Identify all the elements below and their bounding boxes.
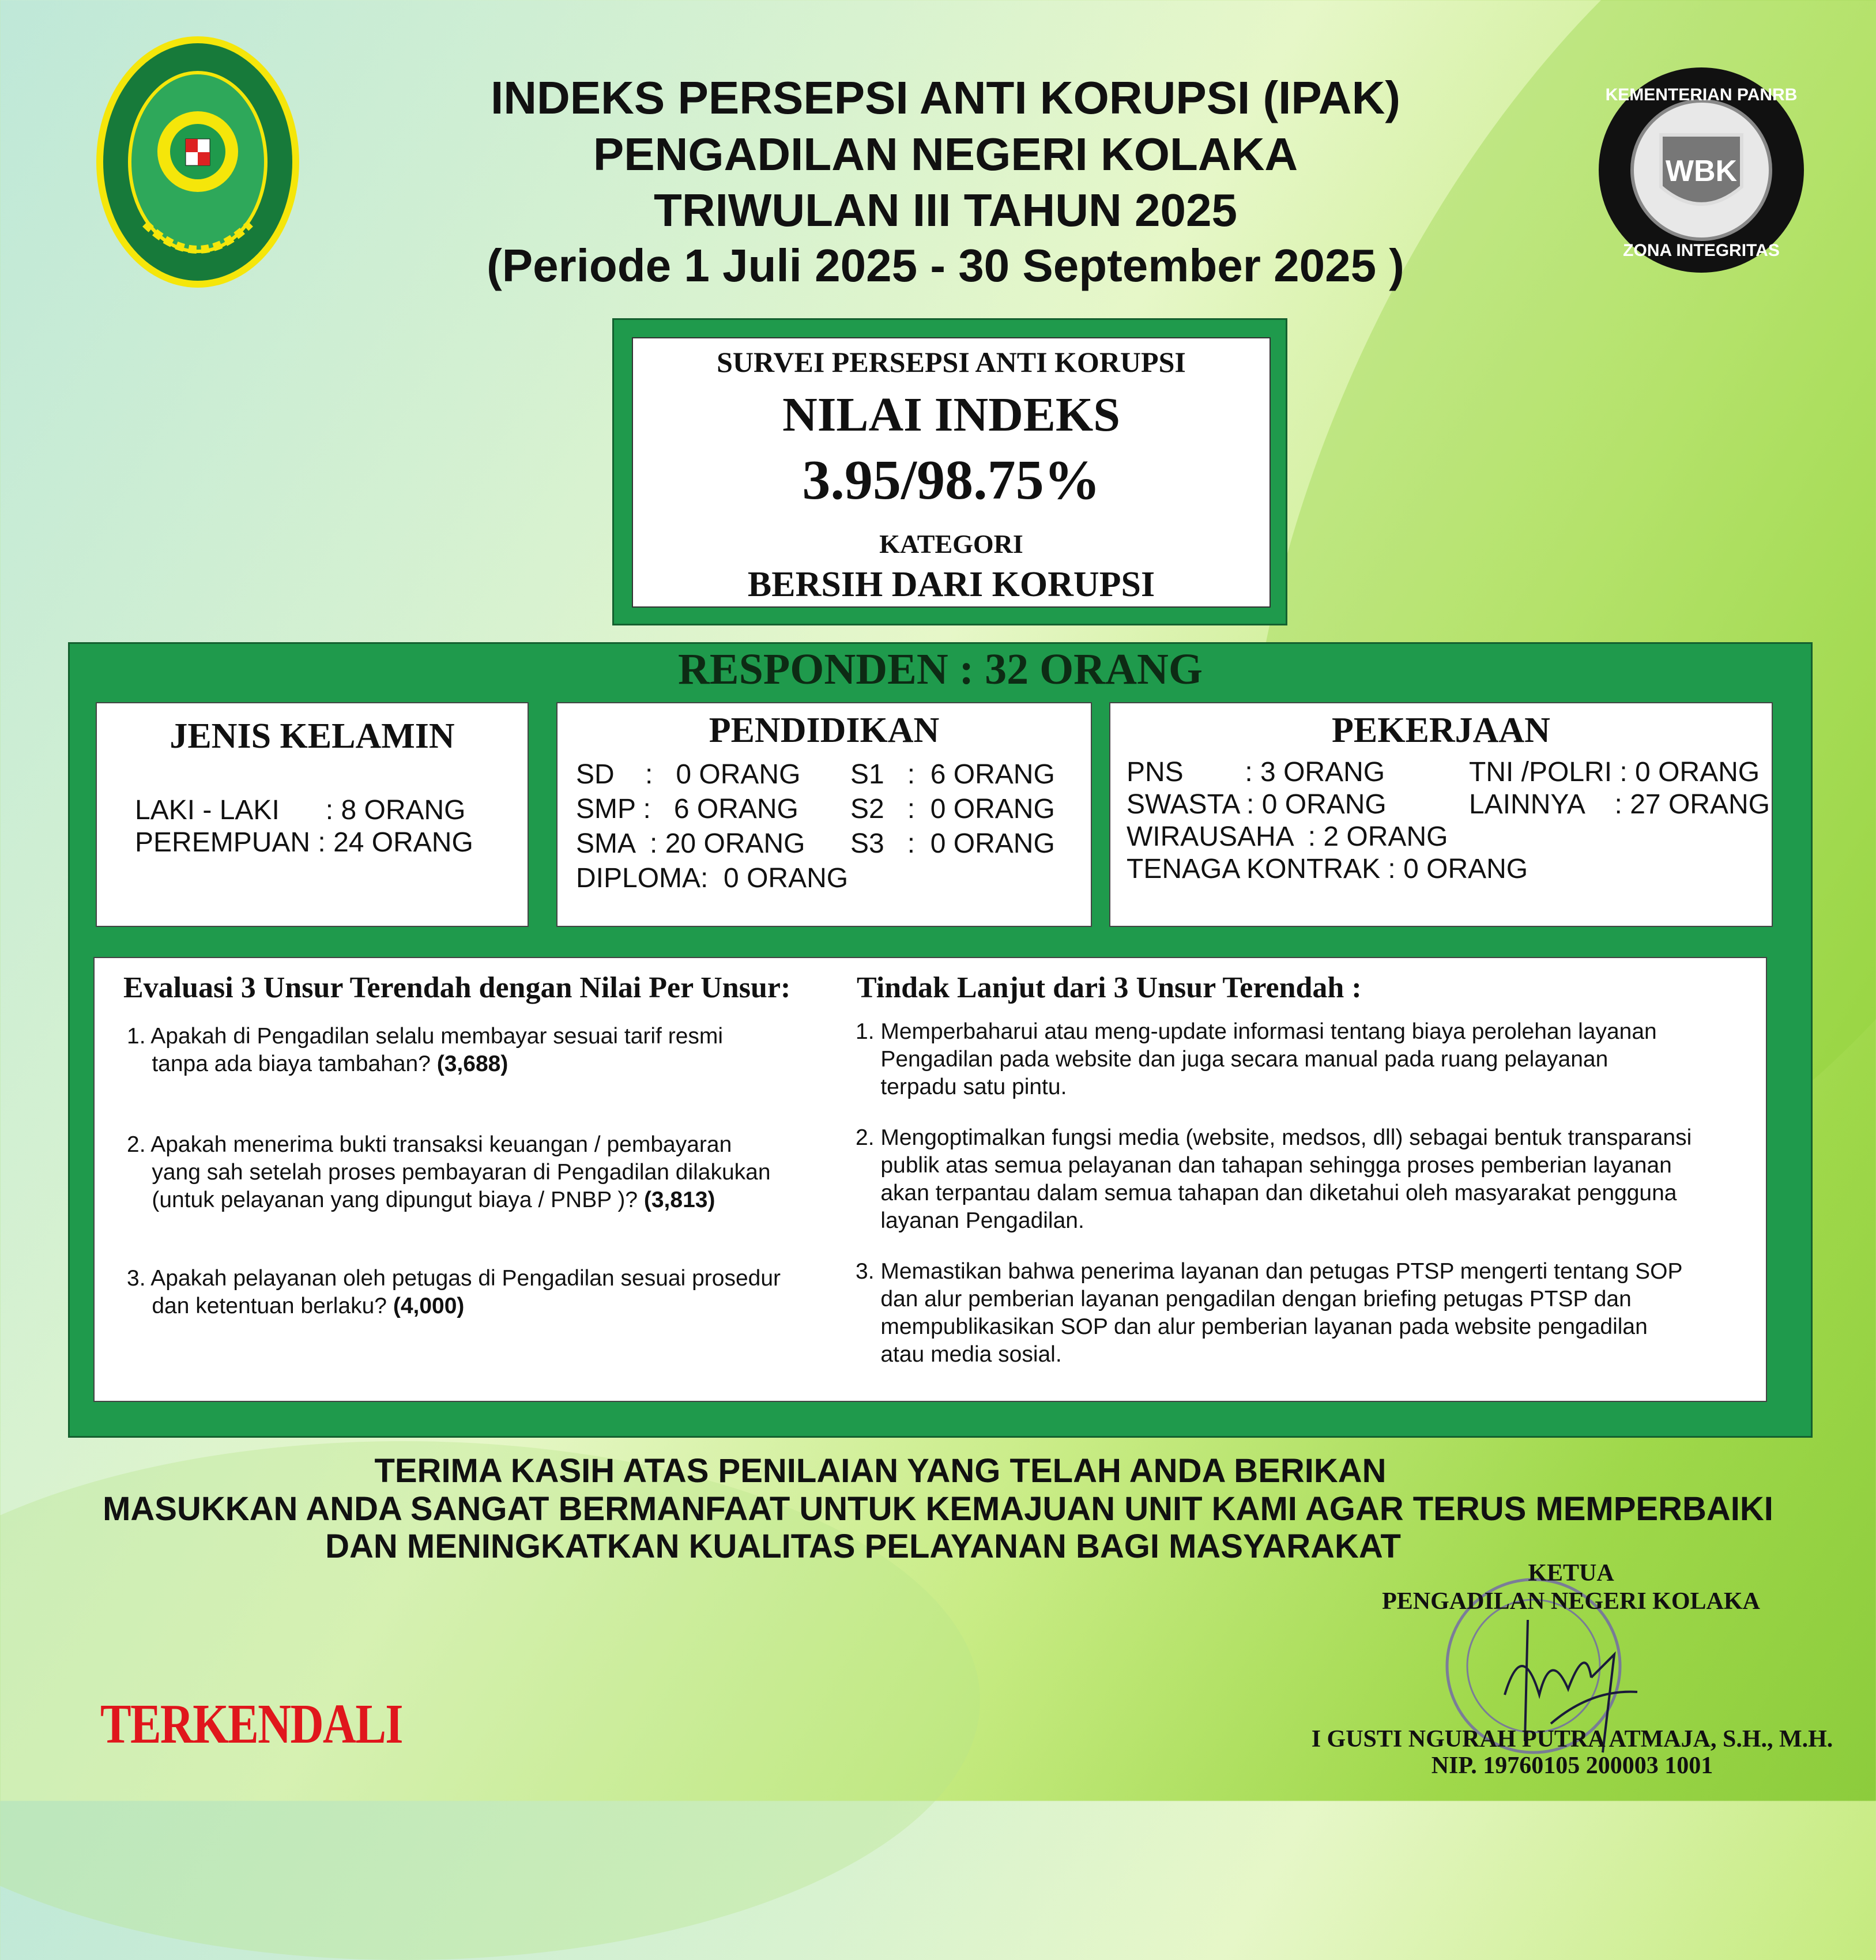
title-line-2: PENGADILAN NEGERI KOLAKA [593, 129, 1298, 180]
footer-line-1: TERIMA KASIH ATAS PENILAIAN YANG TELAH ANDA BERIKAN [374, 1452, 1387, 1490]
occupation-row: PNS : 3 ORANG [1127, 757, 1385, 787]
svg-text:ZONA INTEGRITAS: ZONA INTEGRITAS [1623, 241, 1780, 260]
footer-line-3: DAN MENINGKATKAN KUALITAS PELAYANAN BAGI MASYARAKAT [325, 1528, 1401, 1565]
wbk-zona-integritas-logo [1597, 66, 1806, 275]
evaluation-item: 1. Apakah di Pengadilan selalu membayar sesuai tarif resmi tanpa ada biaya tambahan? (3,688) [127, 1024, 724, 1076]
signature-nip: NIP. 19760105 200003 1001 [1431, 1752, 1713, 1779]
signature-name: I GUSTI NGURAH PUTRA ATMAJA, S.H., M.H. [1311, 1726, 1833, 1752]
category-value: BERSIH DARI KORUPSI [747, 565, 1155, 604]
occupation-row: LAINNYA : 27 ORANG [1469, 789, 1770, 820]
education-row: SD : 0 ORANG [576, 759, 801, 790]
followup-item: 3. Memastikan bahwa penerima layanan dan petugas PTSP mengerti tentang SOP dan alur pemberian layanan pengadilan dengan briefing petugas PTSP dan mempublikasikan SOP dan alur pemberian layanan pada website pengadilan atau media sosial. [856, 1259, 1683, 1367]
gender-title: JENIS KELAMIN [169, 717, 455, 756]
education-row: SMA : 20 ORANG [576, 828, 805, 859]
title-line-1: INDEKS PERSEPSI ANTI KORUPSI (IPAK) [491, 72, 1400, 123]
signature-role: KETUA [1528, 1560, 1614, 1586]
occupation-box [1109, 702, 1773, 927]
education-title: PENDIDIKAN [709, 711, 940, 750]
education-row: S1 : 6 ORANG [850, 759, 1055, 790]
evaluation-item: 2. Apakah menerima bukti transaksi keuangan / pembayaran yang sah setelah proses pembayaran di Pengadilan dilakukan (untuk pelayanan yang dipungut biaya / PNBP )? (3,813) [127, 1132, 771, 1212]
occupation-row: SWASTA : 0 ORANG [1127, 789, 1387, 820]
evaluation-title: Evaluasi 3 Unsur Terendah dengan Nilai Per Unsur: [123, 971, 791, 1004]
education-row: S2 : 0 ORANG [850, 794, 1055, 824]
followup-item: 2. Mengoptimalkan fungsi media (website, medsos, dll) sebagai bentuk transparansi publik atas semua pelayanan dan tahapan sehingga proses pemberian layanan akan terpantau dalam semua tahapan dan diketahui oleh masyarakat pengguna layanan Pengadilan. [856, 1125, 1692, 1233]
occupation-row: WIRAUSAHA : 2 ORANG [1127, 821, 1448, 852]
education-row: SMP : 6 ORANG [576, 794, 798, 824]
respondent-title: RESPONDEN : 32 ORANG [678, 645, 1203, 693]
education-box [556, 702, 1092, 927]
occupation-row: TNI /POLRI : 0 ORANG [1469, 757, 1760, 787]
signature-office: PENGADILAN NEGERI KOLAKA [1382, 1588, 1760, 1615]
svg-text:WBK: WBK [1665, 154, 1738, 188]
category-label: KATEGORI [879, 529, 1023, 559]
followup-title: Tindak Lanjut dari 3 Unsur Terendah : [857, 971, 1362, 1004]
svg-text:KEMENTERIAN PANRB: KEMENTERIAN PANRB [1605, 85, 1798, 104]
evaluation-item: 3. Apakah pelayanan oleh petugas di Pengadilan sesuai prosedur dan ketentuan berlaku? (4,000) [127, 1266, 781, 1318]
court-logo [93, 33, 303, 291]
title-line-3: TRIWULAN III TAHUN 2025 [654, 184, 1237, 236]
title-period: (Periode 1 Juli 2025 - 30 September 2025 ) [487, 240, 1404, 291]
education-row: S3 : 0 ORANG [850, 828, 1055, 859]
gender-row: LAKI - LAKI : 8 ORANG [135, 795, 466, 826]
followup-item: 1. Memperbaharui atau meng-update informasi tentang biaya perolehan layanan Pengadilan pada website dan juga secara manual pada ruang pelayanan terpadu satu pintu. [856, 1019, 1657, 1099]
gender-row: PEREMPUAN : 24 ORANG [135, 827, 473, 858]
gender-box [96, 702, 529, 927]
index-label: NILAI INDEKS [782, 388, 1120, 442]
status-label: TERKENDALI [100, 1693, 402, 1755]
occupation-title: PEKERJAAN [1332, 711, 1550, 750]
index-value: 3.95/98.75% [802, 449, 1101, 511]
footer-line-2: MASUKKAN ANDA SANGAT BERMANFAAT UNTUK KEMAJUAN UNIT KAMI AGAR TERUS MEMPERBAIKI [103, 1490, 1773, 1528]
occupation-row: TENAGA KONTRAK : 0 ORANG [1127, 854, 1528, 884]
index-box [632, 337, 1271, 608]
survey-label: SURVEI PERSEPSI ANTI KORUPSI [717, 346, 1186, 378]
evaluation-box [93, 957, 1767, 1402]
education-row: DIPLOMA: 0 ORANG [576, 863, 849, 894]
